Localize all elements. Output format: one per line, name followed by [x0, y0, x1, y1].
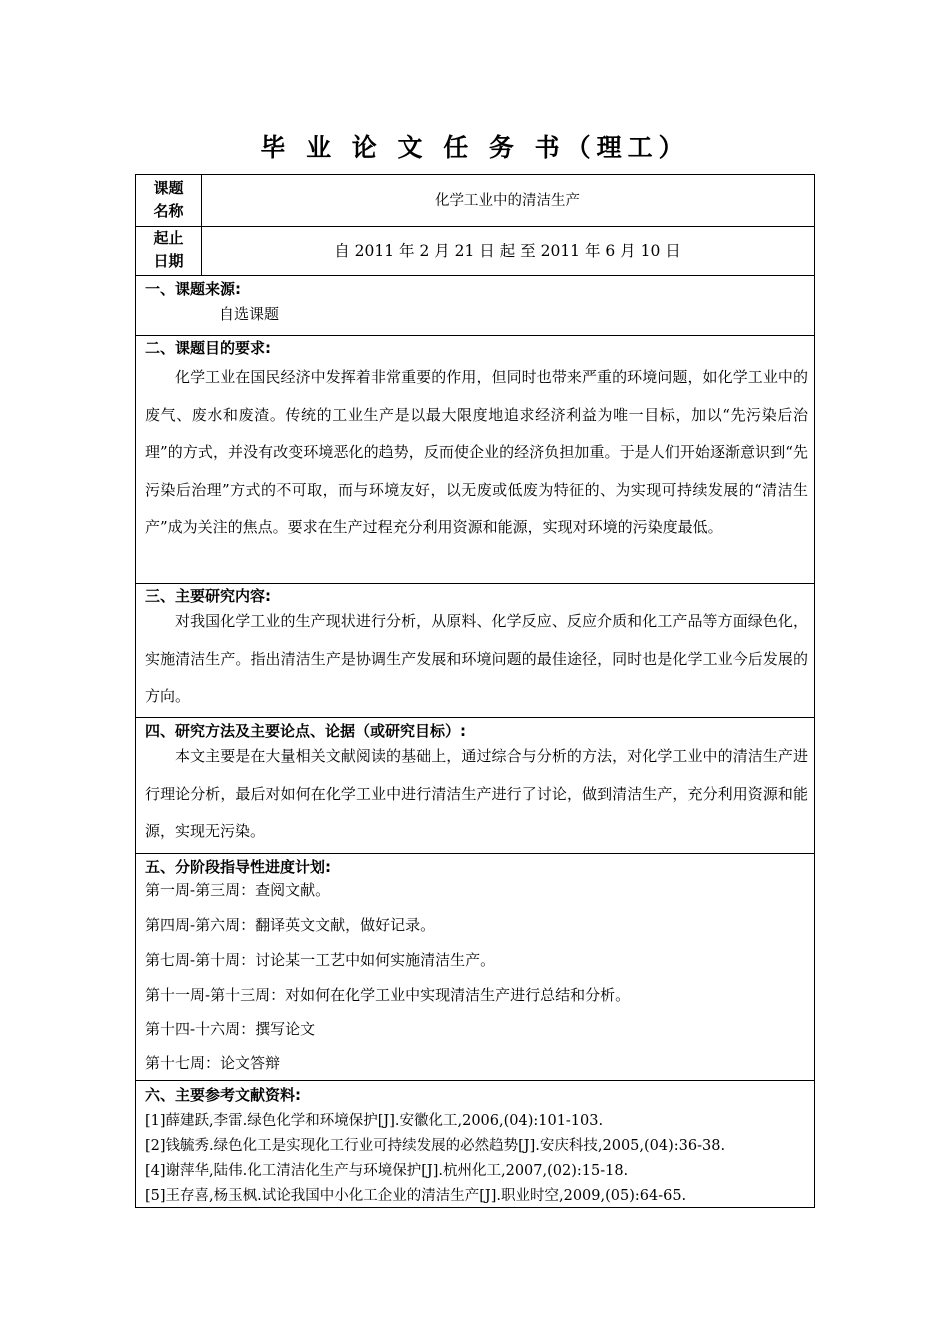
- topic-label-line1: 课题: [153, 179, 184, 197]
- section-6-heading: 六、主要参考文献资料:: [145, 1086, 301, 1104]
- section-1-heading: 一、课题来源:: [145, 280, 241, 298]
- period-value: 自 2011 年 2 月 21 日 起 至 2011 年 6 月 10 日: [334, 242, 681, 260]
- reference-item: [5]王存喜,杨玉枫.试论我国中小化工企业的清洁生产[J].职业时空,2009,(05):64-65.: [145, 1188, 687, 1204]
- section-2-text: 化学工业在国民经济中发挥着非常重要的作用，但同时也带来严重的环境问题，如化学工业中的废气、废水和废渣。传统的工业生产是以最大限度地追求经济利益为唯一目标，加以“先污染后治理”的方式，并没有改变环境恶化的趋势，反而使企业的经济负担加重。于是人们开始逐渐意识到“先污染后治理”方式的不可取，而与环境友好，以无废或低废为特征的、为实现可持续发展的“清洁生产”成为关注的焦点。要求在生产过程充分利用资源和能源，实现对环境的污染度最低。: [145, 368, 808, 536]
- row-divider: [136, 717, 814, 718]
- section-4-heading: 四、研究方法及主要论点、论据（或研究目标）:: [145, 722, 467, 740]
- section-3-text: 对我国化学工业的生产现状进行分析，从原料、化学反应、反应介质和化工产品等方面绿色化，实施清洁生产。指出清洁生产是协调生产发展和环境问题的最佳途径，同时也是化学工业今后发展的方向。: [145, 612, 808, 705]
- schedule-item: 第一周-第三周：查阅文献。: [145, 881, 331, 899]
- schedule-item: 第十七周：论文答辩: [145, 1054, 281, 1072]
- row-divider: [136, 275, 814, 276]
- schedule-item: 第七周-第十周：讨论某一工艺中如何实施清洁生产。: [145, 951, 496, 969]
- period-label-line1: 起止: [153, 229, 184, 247]
- section-1-text: 自选课题: [219, 305, 280, 323]
- period-label: [136, 227, 201, 273]
- row-divider: [136, 1080, 814, 1081]
- topic-label-line2: 名称: [153, 202, 184, 220]
- reference-item: [1]薛建跃,李雷.绿色化学和环境保护[J].安徽化工,2006,(04):101-103.: [145, 1113, 604, 1129]
- period-label-line2: 日期: [153, 252, 184, 270]
- reference-item: [2]钱毓秀.绿色化工是实现化工行业可持续发展的必然趋势[J].安庆科技,2005,(04):36-38.: [145, 1138, 726, 1154]
- task-table: [135, 174, 815, 1208]
- section-2-heading: 二、课题目的要求:: [145, 339, 271, 357]
- section-5-heading: 五、分阶段指导性进度计划:: [145, 858, 331, 876]
- schedule-item: 第十一周-第十三周：对如何在化学工业中实现清洁生产进行总结和分析。: [145, 986, 631, 1004]
- row-divider: [136, 335, 814, 336]
- row-divider: [136, 226, 814, 227]
- row-divider: [136, 853, 814, 854]
- topic-label: [136, 177, 201, 223]
- section-4-text: 本文主要是在大量相关文献阅读的基础上，通过综合与分析的方法，对化学工业中的清洁生产进行理论分析，最后对如何在化学工业中进行清洁生产进行了讨论，做到清洁生产，充分利用资源和能源，实现无污染。: [145, 747, 808, 840]
- reference-item: [4]谢萍华,陆伟.化工清洁化生产与环境保护[J].杭州化工,2007,(02):15-18.: [145, 1163, 629, 1179]
- section-3-heading: 三、主要研究内容:: [145, 587, 271, 605]
- schedule-item: 第十四-十六周：撰写论文: [145, 1020, 316, 1038]
- page-title: 毕 业 论 文 任 务 书（理工）: [260, 133, 690, 162]
- schedule-item: 第四周-第六周：翻译英文文献，做好记录。: [145, 916, 436, 934]
- topic-value: 化学工业中的清洁生产: [435, 193, 580, 209]
- row-divider: [136, 583, 814, 584]
